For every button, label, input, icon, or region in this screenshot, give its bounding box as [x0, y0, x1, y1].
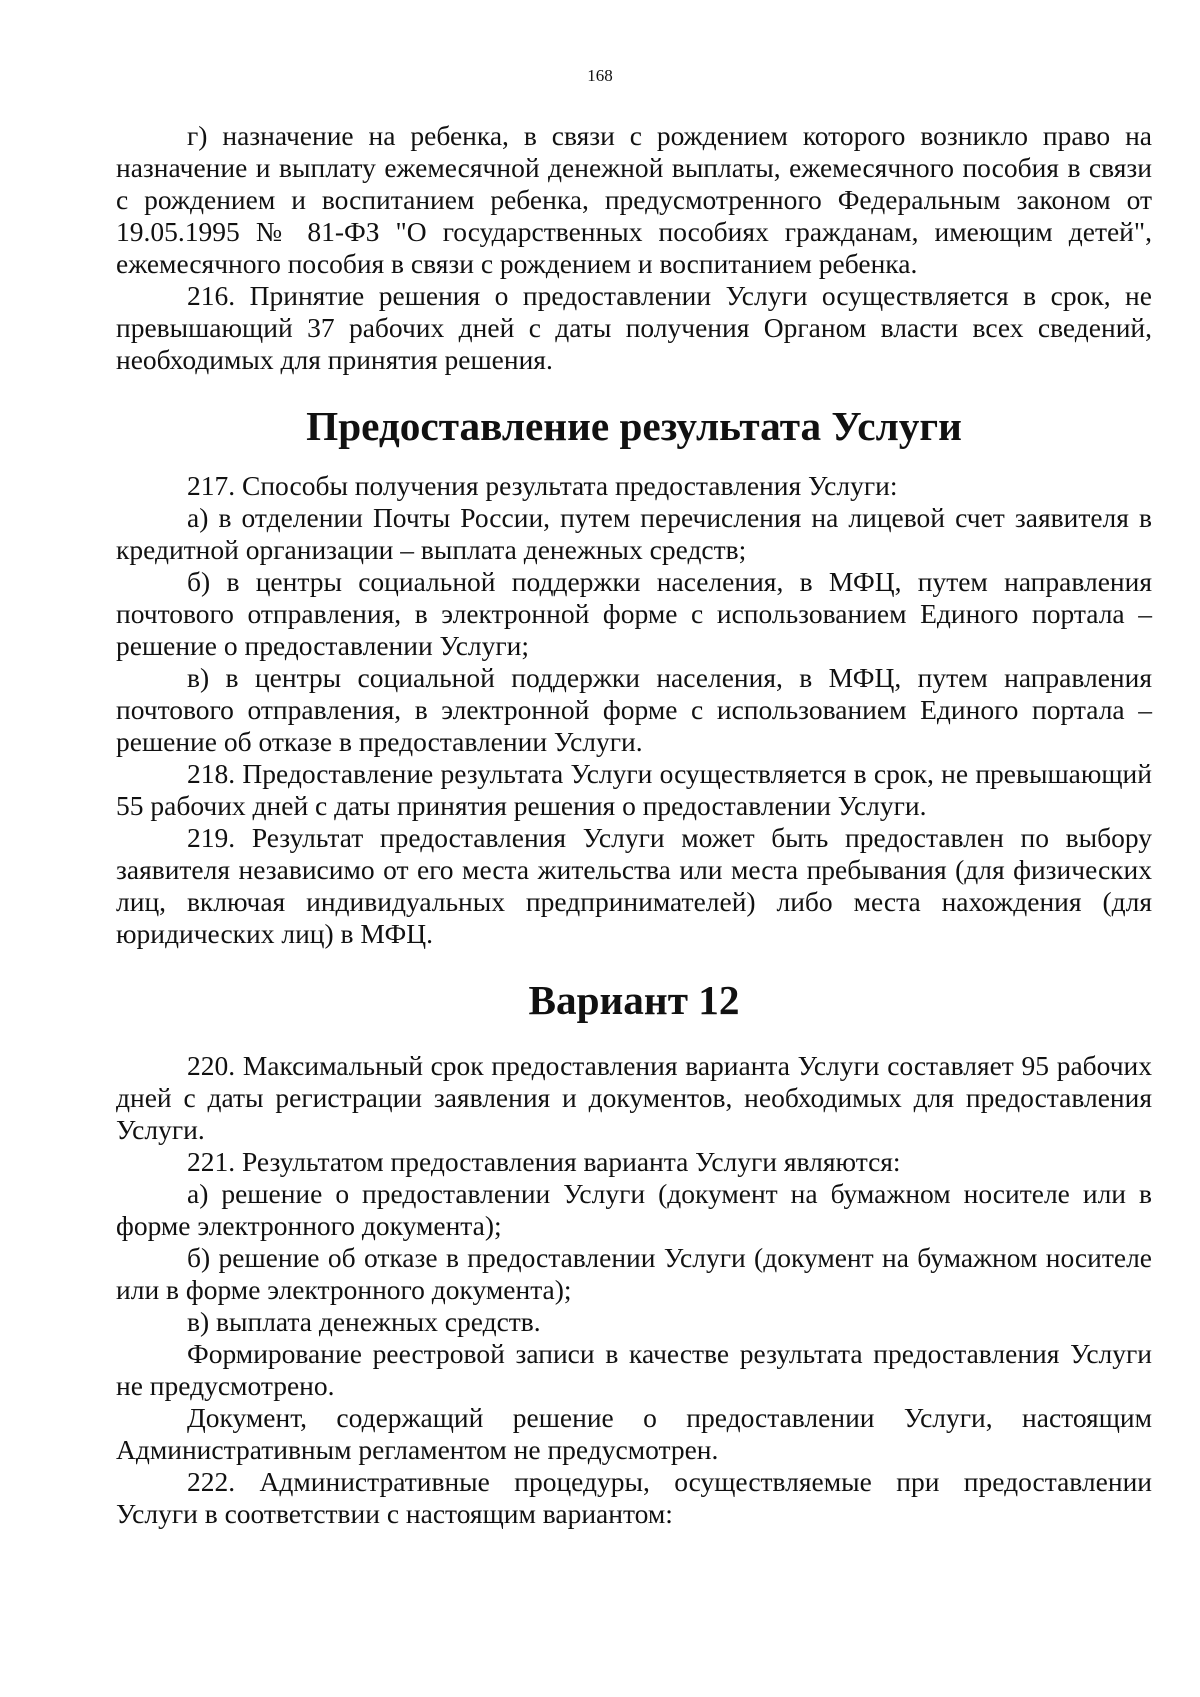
paragraph-222: 222. Административные процедуры, осуществляемые при предоставлении Услуги в соответствии с настоящим вариантом: — [116, 1466, 1152, 1529]
paragraph-221-b: б) решение об отказе в предоставлении Услуги (документ на бумажном носителе или в форме электронного документа); — [116, 1242, 1152, 1305]
paragraph-221-v: в) выплата денежных средств. — [187, 1306, 541, 1337]
paragraph-217-b: б) в центры социальной поддержки населения, в МФЦ, путем направления почтового отправления, в электронной форме с использованием Единого портала – решение о предоставлении Услуги; — [116, 566, 1152, 661]
paragraph-219: 219. Результат предоставления Услуги может быть предоставлен по выбору заявителя независимо от его места жительства или места пребывания (для физических лиц, включая индивидуальных предпринимателей) либо места нахождения (для юридических лиц) в МФЦ. — [116, 822, 1152, 949]
document-body — [116, 120, 1152, 1530]
paragraph-217-a: а) в отделении Почты России, путем перечисления на лицевой счет заявителя в кредитной организации – выплата денежных средств; — [116, 502, 1152, 565]
paragraph-217-v: в) в центры социальной поддержки населения, в МФЦ, путем направления почтового отправления, в электронной форме с использованием Единого портала – решение об отказе в предоставлении Услуги. — [116, 662, 1152, 757]
paragraph-item-g: г) назначение на ребенка, в связи с рождением которого возникло право на назначение и выплату ежемесячной денежной выплаты, ежемесячного пособия в связи с рождением и воспитанием ребенка, предусмотренного Федеральным законом от 19.05.1995 № 81-ФЗ "О государственных пособиях гражданам, имеющим детей", ежемесячного пособия в связи с рождением и воспитанием ребенка. — [116, 120, 1152, 279]
paragraph-220: 220. Максимальный срок предоставления варианта Услуги составляет 95 рабочих дней с даты регистрации заявления и документов, необходимых для предоставления Услуги. — [116, 1050, 1152, 1145]
paragraph-221: 221. Результатом предоставления варианта Услуги являются: — [187, 1146, 901, 1177]
paragraph-221-a: а) решение о предоставлении Услуги (документ на бумажном носителе или в форме электронного документа); — [116, 1178, 1152, 1241]
section-heading-variant-12: Вариант 12 — [528, 977, 740, 1023]
paragraph-218: 218. Предоставление результата Услуги осуществляется в срок, не превышающий 55 рабочих дней с даты принятия решения о предоставлении Услуги. — [116, 758, 1152, 821]
page-number: 168 — [587, 66, 613, 85]
paragraph-217: 217. Способы получения результата предоставления Услуги: — [187, 470, 898, 501]
paragraph-216: 216. Принятие решения о предоставлении Услуги осуществляется в срок, не превышающий 37 рабочих дней с даты получения Органом власти всех сведений, необходимых для принятия решения. — [116, 280, 1152, 375]
paragraph-document-decision: Документ, содержащий решение о предоставлении Услуги, настоящим Административным регламентом не предусмотрен. — [116, 1402, 1152, 1465]
section-heading-result: Предоставление результата Услуги — [306, 403, 962, 449]
paragraph-registry-record: Формирование реестровой записи в качестве результата предоставления Услуги не предусмотрено. — [116, 1338, 1152, 1401]
